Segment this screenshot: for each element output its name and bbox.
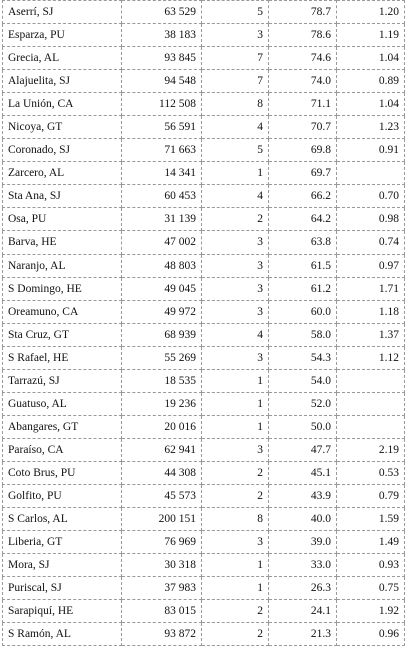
population-cell: 18 535 xyxy=(122,369,202,392)
percent-cell: 71.1 xyxy=(269,93,337,116)
table-row xyxy=(3,531,405,554)
municipality-cell: S Ramón, AL xyxy=(3,623,122,646)
table-row xyxy=(3,231,405,254)
population-cell: 20 016 xyxy=(122,415,202,438)
population-cell: 76 969 xyxy=(122,531,202,554)
percent-cell: 24.1 xyxy=(269,600,337,623)
ratio-cell: 0.98 xyxy=(337,208,405,231)
percent-cell: 66.2 xyxy=(269,185,337,208)
population-cell: 49 045 xyxy=(122,277,202,300)
percent-cell: 78.6 xyxy=(269,24,337,47)
municipality-cell: Coto Brus, PU xyxy=(3,461,122,484)
count-cell: 4 xyxy=(202,116,269,139)
ratio-cell xyxy=(337,415,405,438)
count-cell: 7 xyxy=(202,70,269,93)
percent-cell: 52.0 xyxy=(269,392,337,415)
ratio-cell: 0.79 xyxy=(337,484,405,507)
count-cell: 2 xyxy=(202,600,269,623)
percent-cell: 64.2 xyxy=(269,208,337,231)
population-cell: 56 591 xyxy=(122,116,202,139)
population-cell: 55 269 xyxy=(122,346,202,369)
population-cell: 44 308 xyxy=(122,461,202,484)
municipality-cell: Coronado, SJ xyxy=(3,139,122,162)
data-table xyxy=(2,0,405,646)
count-cell: 1 xyxy=(202,369,269,392)
percent-cell: 39.0 xyxy=(269,531,337,554)
ratio-cell: 1.04 xyxy=(337,93,405,116)
count-cell: 8 xyxy=(202,93,269,116)
population-cell: 19 236 xyxy=(122,392,202,415)
municipality-cell: Naranjo, AL xyxy=(3,254,122,277)
count-cell: 3 xyxy=(202,531,269,554)
percent-cell: 21.3 xyxy=(269,623,337,646)
count-cell: 3 xyxy=(202,346,269,369)
percent-cell: 26.3 xyxy=(269,577,337,600)
percent-cell: 61.5 xyxy=(269,254,337,277)
percent-cell: 70.7 xyxy=(269,116,337,139)
percent-cell: 63.8 xyxy=(269,231,337,254)
ratio-cell: 1.37 xyxy=(337,323,405,346)
population-cell: 45 573 xyxy=(122,484,202,507)
population-cell: 83 015 xyxy=(122,600,202,623)
percent-cell: 78.7 xyxy=(269,1,337,24)
ratio-cell: 0.70 xyxy=(337,185,405,208)
municipality-cell: Barva, HE xyxy=(3,231,122,254)
population-cell: 14 341 xyxy=(122,162,202,185)
municipality-cell: Grecia, AL xyxy=(3,47,122,70)
municipality-cell: Sta Cruz, GT xyxy=(3,323,122,346)
ratio-cell: 1.12 xyxy=(337,346,405,369)
municipality-cell: Nicoya, GT xyxy=(3,116,122,139)
table-row xyxy=(3,116,405,139)
percent-cell: 33.0 xyxy=(269,554,337,577)
municipality-cell: S Rafael, HE xyxy=(3,346,122,369)
count-cell: 2 xyxy=(202,208,269,231)
ratio-cell: 0.96 xyxy=(337,623,405,646)
municipality-cell: Liberia, GT xyxy=(3,531,122,554)
table-row xyxy=(3,392,405,415)
table-row xyxy=(3,508,405,531)
table-row xyxy=(3,47,405,70)
count-cell: 1 xyxy=(202,162,269,185)
population-cell: 37 983 xyxy=(122,577,202,600)
municipality-cell: Golfito, PU xyxy=(3,484,122,507)
municipality-cell: Alajuelita, SJ xyxy=(3,70,122,93)
population-cell: 49 972 xyxy=(122,300,202,323)
percent-cell: 74.6 xyxy=(269,47,337,70)
table-row xyxy=(3,24,405,47)
ratio-cell: 0.53 xyxy=(337,461,405,484)
count-cell: 2 xyxy=(202,484,269,507)
table-row xyxy=(3,554,405,577)
ratio-cell: 1.23 xyxy=(337,116,405,139)
percent-cell: 54.3 xyxy=(269,346,337,369)
table-row xyxy=(3,461,405,484)
table-row xyxy=(3,185,405,208)
count-cell: 4 xyxy=(202,323,269,346)
municipality-cell: Oreamuno, CA xyxy=(3,300,122,323)
count-cell: 3 xyxy=(202,24,269,47)
count-cell: 2 xyxy=(202,461,269,484)
percent-cell: 47.7 xyxy=(269,438,337,461)
ratio-cell: 0.89 xyxy=(337,70,405,93)
count-cell: 1 xyxy=(202,554,269,577)
population-cell: 63 529 xyxy=(122,1,202,24)
population-cell: 31 139 xyxy=(122,208,202,231)
percent-cell: 43.9 xyxy=(269,484,337,507)
municipality-cell: Osa, PU xyxy=(3,208,122,231)
table-row xyxy=(3,577,405,600)
ratio-cell xyxy=(337,162,405,185)
table-row xyxy=(3,600,405,623)
count-cell: 3 xyxy=(202,231,269,254)
population-cell: 68 939 xyxy=(122,323,202,346)
count-cell: 5 xyxy=(202,139,269,162)
municipality-cell: S Domingo, HE xyxy=(3,277,122,300)
ratio-cell: 1.18 xyxy=(337,300,405,323)
municipality-cell: Sarapiquí, HE xyxy=(3,600,122,623)
municipality-cell: Abangares, GT xyxy=(3,415,122,438)
percent-cell: 40.0 xyxy=(269,508,337,531)
table-row xyxy=(3,162,405,185)
population-cell: 62 941 xyxy=(122,438,202,461)
ratio-cell: 1.59 xyxy=(337,508,405,531)
ratio-cell: 1.04 xyxy=(337,47,405,70)
table-row xyxy=(3,323,405,346)
table-row xyxy=(3,346,405,369)
population-cell: 38 183 xyxy=(122,24,202,47)
count-cell: 1 xyxy=(202,392,269,415)
table-row xyxy=(3,438,405,461)
count-cell: 4 xyxy=(202,185,269,208)
population-cell: 200 151 xyxy=(122,508,202,531)
count-cell: 3 xyxy=(202,300,269,323)
population-cell: 60 453 xyxy=(122,185,202,208)
municipality-cell: Puriscal, SJ xyxy=(3,577,122,600)
percent-cell: 60.0 xyxy=(269,300,337,323)
municipality-cell: Aserrí, SJ xyxy=(3,1,122,24)
percent-cell: 61.2 xyxy=(269,277,337,300)
ratio-cell xyxy=(337,392,405,415)
municipality-cell: Esparza, PU xyxy=(3,24,122,47)
population-cell: 71 663 xyxy=(122,139,202,162)
count-cell: 2 xyxy=(202,623,269,646)
municipality-cell: Zarcero, AL xyxy=(3,162,122,185)
table-row xyxy=(3,254,405,277)
table-row xyxy=(3,369,405,392)
municipality-cell: S Carlos, AL xyxy=(3,508,122,531)
count-cell: 3 xyxy=(202,438,269,461)
ratio-cell: 0.93 xyxy=(337,554,405,577)
ratio-cell: 1.49 xyxy=(337,531,405,554)
count-cell: 8 xyxy=(202,508,269,531)
ratio-cell: 0.75 xyxy=(337,577,405,600)
table-body xyxy=(3,1,405,646)
count-cell: 3 xyxy=(202,277,269,300)
ratio-cell: 0.74 xyxy=(337,231,405,254)
ratio-cell: 2.19 xyxy=(337,438,405,461)
table-row xyxy=(3,484,405,507)
population-cell: 30 318 xyxy=(122,554,202,577)
ratio-cell xyxy=(337,369,405,392)
count-cell: 5 xyxy=(202,1,269,24)
ratio-cell: 0.97 xyxy=(337,254,405,277)
percent-cell: 58.0 xyxy=(269,323,337,346)
population-cell: 93 845 xyxy=(122,47,202,70)
municipality-cell: Tarrazú, SJ xyxy=(3,369,122,392)
percent-cell: 69.7 xyxy=(269,162,337,185)
table-row xyxy=(3,208,405,231)
table-row xyxy=(3,93,405,116)
percent-cell: 50.0 xyxy=(269,415,337,438)
count-cell: 1 xyxy=(202,577,269,600)
table-row xyxy=(3,277,405,300)
ratio-cell: 1.71 xyxy=(337,277,405,300)
population-cell: 47 002 xyxy=(122,231,202,254)
ratio-cell: 1.19 xyxy=(337,24,405,47)
percent-cell: 69.8 xyxy=(269,139,337,162)
percent-cell: 54.0 xyxy=(269,369,337,392)
municipality-cell: Sta Ana, SJ xyxy=(3,185,122,208)
municipality-cell: Mora, SJ xyxy=(3,554,122,577)
ratio-cell: 1.20 xyxy=(337,1,405,24)
percent-cell: 74.0 xyxy=(269,70,337,93)
municipality-cell: La Unión, CA xyxy=(3,93,122,116)
ratio-cell: 1.92 xyxy=(337,600,405,623)
population-cell: 94 548 xyxy=(122,70,202,93)
count-cell: 7 xyxy=(202,47,269,70)
population-cell: 93 872 xyxy=(122,623,202,646)
table-row xyxy=(3,1,405,24)
municipality-cell: Guatuso, AL xyxy=(3,392,122,415)
population-cell: 112 508 xyxy=(122,93,202,116)
table-row xyxy=(3,139,405,162)
table-row xyxy=(3,415,405,438)
table-row xyxy=(3,300,405,323)
count-cell: 3 xyxy=(202,254,269,277)
count-cell: 1 xyxy=(202,415,269,438)
table-row xyxy=(3,623,405,646)
percent-cell: 45.1 xyxy=(269,461,337,484)
ratio-cell: 0.91 xyxy=(337,139,405,162)
municipality-cell: Paraíso, CA xyxy=(3,438,122,461)
population-cell: 48 803 xyxy=(122,254,202,277)
table-row xyxy=(3,70,405,93)
